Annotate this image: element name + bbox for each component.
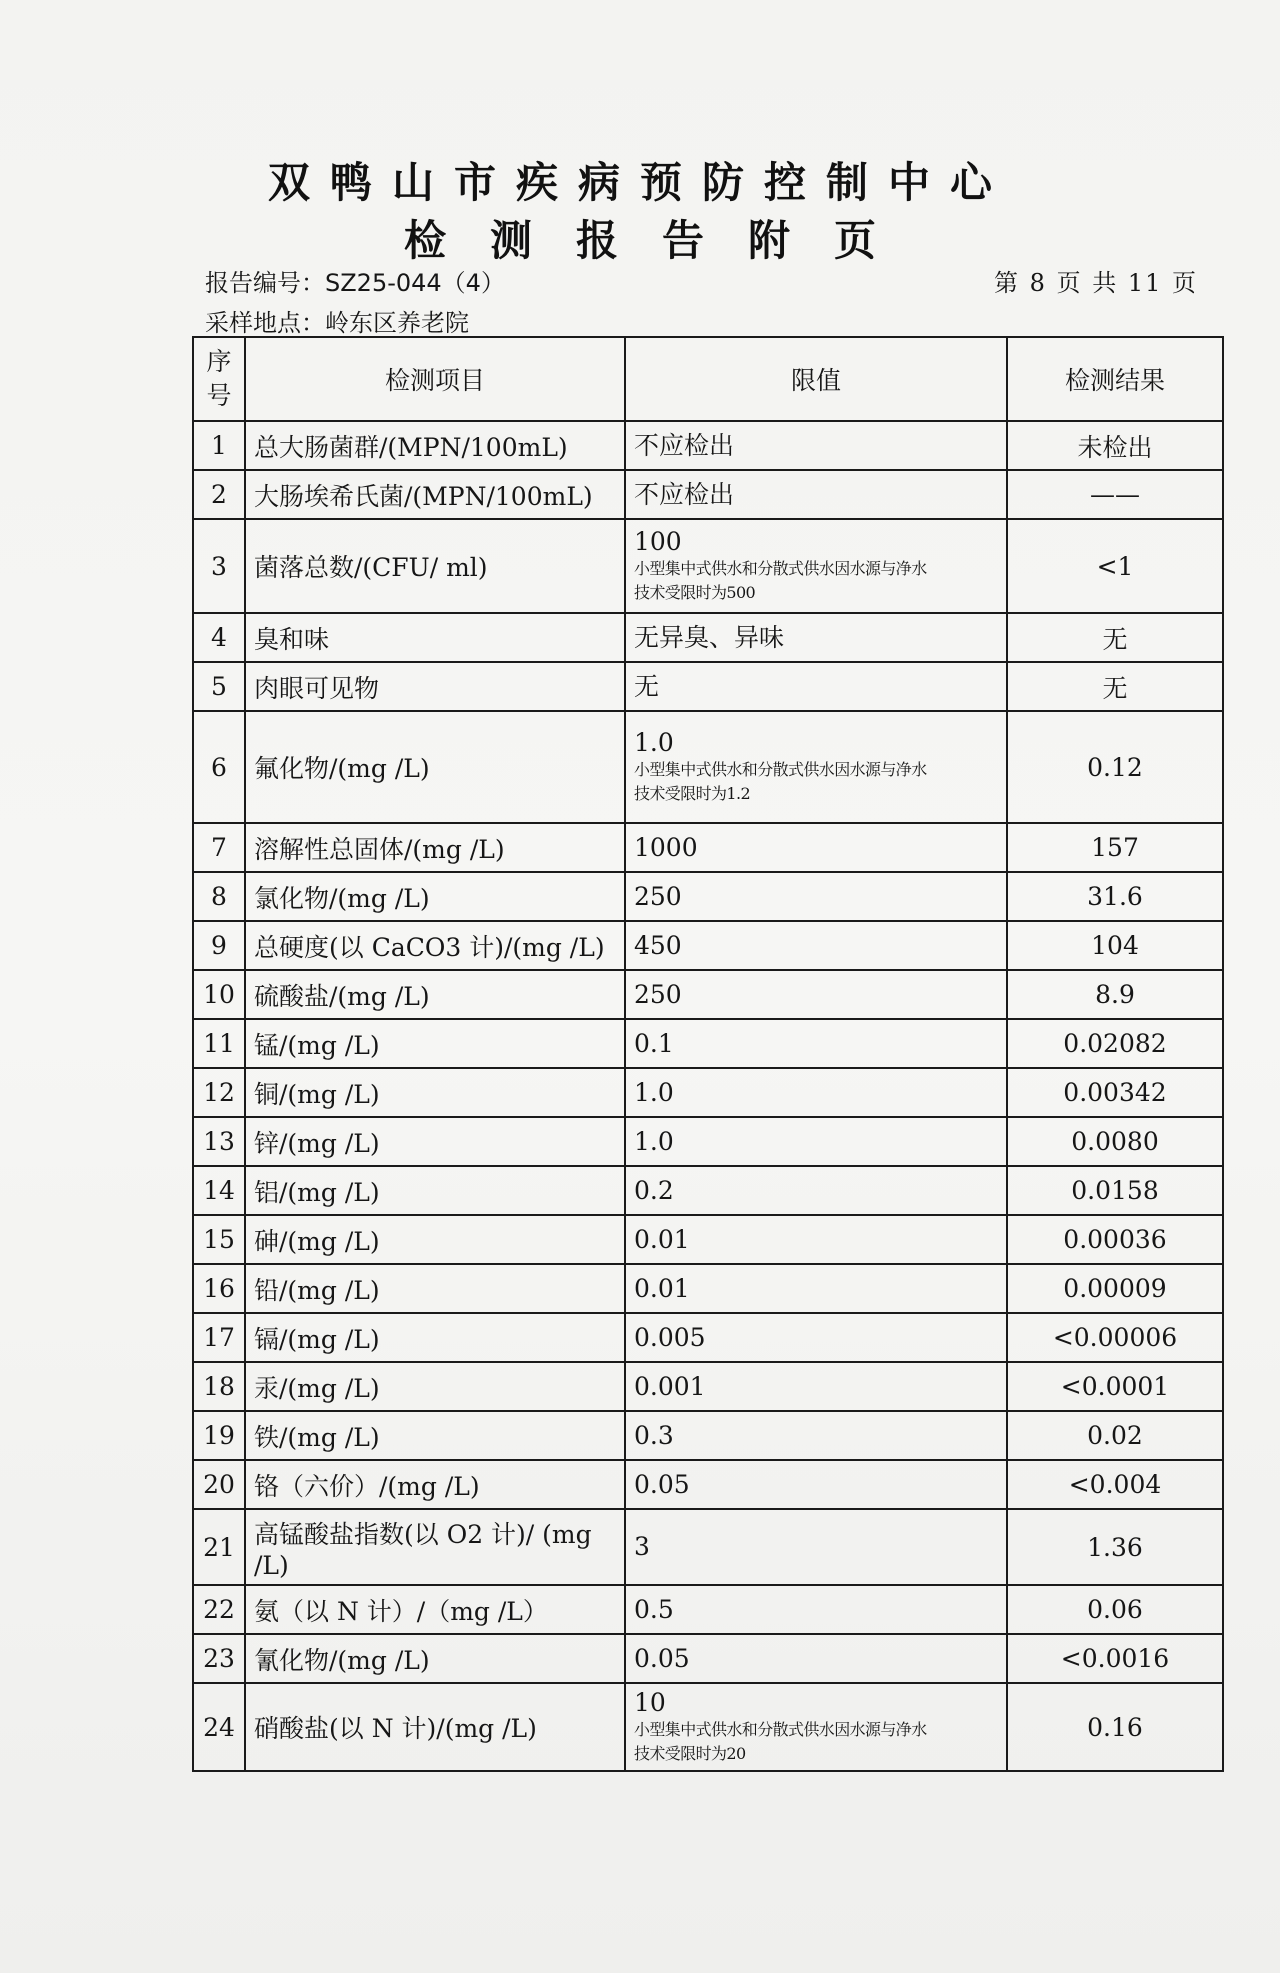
limit-value <box>625 872 1007 921</box>
limit-main: 无 <box>634 671 660 701</box>
limit-value <box>625 613 1007 662</box>
table-row <box>193 823 1223 872</box>
header-no: 序号 <box>193 337 245 421</box>
limit-main: 0.001 <box>634 1371 706 1401</box>
limit-main: 0.5 <box>634 1594 674 1624</box>
table-row <box>193 1362 1223 1411</box>
test-item: 溶解性总固体/(mg /L) <box>245 823 625 872</box>
table-row <box>193 1411 1223 1460</box>
test-item: 氟化物/(mg /L) <box>245 711 625 823</box>
row-number: 6 <box>193 711 245 823</box>
table-row <box>193 1019 1223 1068</box>
limit-main: 250 <box>634 881 682 911</box>
test-item: 氰化物/(mg /L) <box>245 1634 625 1683</box>
test-item: 铁/(mg /L) <box>245 1411 625 1460</box>
limit-main: 450 <box>634 930 682 960</box>
limit-main: 100 <box>634 527 682 556</box>
row-number: 24 <box>193 1683 245 1771</box>
test-item: 硫酸盐/(mg /L) <box>245 970 625 1019</box>
row-number: 23 <box>193 1634 245 1683</box>
limit-value <box>625 970 1007 1019</box>
row-number: 13 <box>193 1117 245 1166</box>
org-title: 双鸭山市疾病预防控制中心 <box>267 158 1012 207</box>
limit-value <box>625 1117 1007 1166</box>
test-result: 0.0158 <box>1007 1166 1223 1215</box>
limit-main: 1.0 <box>634 1077 674 1107</box>
limit-main: 1.0 <box>634 728 674 757</box>
test-result: 0.12 <box>1007 711 1223 823</box>
row-number: 7 <box>193 823 245 872</box>
row-number: 8 <box>193 872 245 921</box>
limit-note: 小型集中式供水和分散式供水因水源与净水 技术受限时为20 <box>634 1720 927 1763</box>
sampling-location: 采样地点：岭东区养老院 <box>205 309 469 337</box>
test-item: 氯化物/(mg /L) <box>245 872 625 921</box>
test-result: 0.02082 <box>1007 1019 1223 1068</box>
limit-value <box>625 921 1007 970</box>
test-item: 肉眼可见物 <box>245 662 625 711</box>
test-result: —— <box>1007 470 1223 519</box>
limit-main: 0.3 <box>634 1420 674 1450</box>
limit-main: 无异臭、异味 <box>634 622 785 652</box>
limit-value <box>625 1264 1007 1313</box>
test-item: 铅/(mg /L) <box>245 1264 625 1313</box>
limit-note: 小型集中式供水和分散式供水因水源与净水 技术受限时为500 <box>634 559 927 602</box>
limit-value <box>625 1313 1007 1362</box>
row-number: 15 <box>193 1215 245 1264</box>
limit-value <box>625 662 1007 711</box>
table-row <box>193 470 1223 519</box>
test-item: 硝酸盐(以 N 计)/(mg /L) <box>245 1683 625 1771</box>
row-number: 10 <box>193 970 245 1019</box>
table-row <box>193 1683 1223 1771</box>
row-number: 17 <box>193 1313 245 1362</box>
limit-main: 3 <box>634 1532 650 1561</box>
row-number: 14 <box>193 1166 245 1215</box>
test-result: 8.9 <box>1007 970 1223 1019</box>
test-item: 铜/(mg /L) <box>245 1068 625 1117</box>
test-result: <0.0001 <box>1007 1362 1223 1411</box>
header-item: 检测项目 <box>245 337 625 421</box>
limit-value <box>625 421 1007 470</box>
table-row <box>193 1215 1223 1264</box>
row-number: 21 <box>193 1509 245 1585</box>
test-item: 菌落总数/(CFU/ ml) <box>245 519 625 613</box>
test-item: 氨（以 N 计）/（mg /L） <box>245 1585 625 1634</box>
table-row <box>193 519 1223 613</box>
row-number: 3 <box>193 519 245 613</box>
test-result: 157 <box>1007 823 1223 872</box>
test-item: 总硬度(以 CaCO3 计)/(mg /L) <box>245 921 625 970</box>
limit-value <box>625 1683 1007 1771</box>
test-result: 0.00036 <box>1007 1215 1223 1264</box>
row-number: 4 <box>193 613 245 662</box>
limit-value <box>625 1215 1007 1264</box>
table-row <box>193 872 1223 921</box>
test-item: 高锰酸盐指数(以 O2 计)/ (mg /L) <box>245 1509 625 1585</box>
limit-value <box>625 470 1007 519</box>
table-row <box>193 1117 1223 1166</box>
table-row <box>193 1166 1223 1215</box>
table-row <box>193 1585 1223 1634</box>
limit-main: 10 <box>634 1688 666 1717</box>
table-row <box>193 1634 1223 1683</box>
results-table <box>192 336 1224 1772</box>
limit-main: 250 <box>634 979 682 1009</box>
page-number: 第 8 页 共 11 页 <box>994 269 1198 297</box>
row-number: 9 <box>193 921 245 970</box>
test-item: 汞/(mg /L) <box>245 1362 625 1411</box>
test-result: <0.0016 <box>1007 1634 1223 1683</box>
row-number: 16 <box>193 1264 245 1313</box>
test-item: 铬（六价）/(mg /L) <box>245 1460 625 1509</box>
table-row <box>193 1264 1223 1313</box>
row-number: 2 <box>193 470 245 519</box>
limit-value <box>625 1585 1007 1634</box>
limit-value <box>625 519 1007 613</box>
limit-main: 0.01 <box>634 1224 690 1254</box>
test-item: 锌/(mg /L) <box>245 1117 625 1166</box>
limit-value <box>625 1166 1007 1215</box>
limit-main: 0.05 <box>634 1469 690 1499</box>
test-result: 1.36 <box>1007 1509 1223 1585</box>
table-header-row <box>193 337 1223 421</box>
row-number: 11 <box>193 1019 245 1068</box>
limit-main: 0.005 <box>634 1322 706 1352</box>
test-result: 0.06 <box>1007 1585 1223 1634</box>
test-result: 0.0080 <box>1007 1117 1223 1166</box>
test-result: 无 <box>1007 613 1223 662</box>
test-item: 镉/(mg /L) <box>245 1313 625 1362</box>
limit-value <box>625 1634 1007 1683</box>
table-row <box>193 421 1223 470</box>
row-number: 22 <box>193 1585 245 1634</box>
row-number: 1 <box>193 421 245 470</box>
limit-value <box>625 1362 1007 1411</box>
test-item: 铝/(mg /L) <box>245 1166 625 1215</box>
test-result: 无 <box>1007 662 1223 711</box>
test-result: <0.00006 <box>1007 1313 1223 1362</box>
table-row <box>193 613 1223 662</box>
test-result: 0.00342 <box>1007 1068 1223 1117</box>
table-row <box>193 711 1223 823</box>
test-result: <1 <box>1007 519 1223 613</box>
table-row <box>193 662 1223 711</box>
limit-value <box>625 711 1007 823</box>
limit-value <box>625 823 1007 872</box>
limit-value <box>625 1068 1007 1117</box>
test-item: 大肠埃希氏菌/(MPN/100mL) <box>245 470 625 519</box>
test-result: 104 <box>1007 921 1223 970</box>
limit-main: 0.2 <box>634 1175 674 1205</box>
table-body <box>193 421 1223 1771</box>
test-item: 总大肠菌群/(MPN/100mL) <box>245 421 625 470</box>
header-result: 检测结果 <box>1007 337 1223 421</box>
row-number: 18 <box>193 1362 245 1411</box>
limit-note: 小型集中式供水和分散式供水因水源与净水 技术受限时为1.2 <box>634 760 927 803</box>
report-number: 报告编号：SZ25-044（4） <box>205 269 505 297</box>
limit-main: 0.05 <box>634 1643 690 1673</box>
table-row <box>193 970 1223 1019</box>
test-result: 0.16 <box>1007 1683 1223 1771</box>
limit-main: 1000 <box>634 832 698 862</box>
limit-main: 0.01 <box>634 1273 690 1303</box>
table-row <box>193 1068 1223 1117</box>
limit-main: 不应检出 <box>634 430 735 460</box>
table-row <box>193 1460 1223 1509</box>
table-row <box>193 1509 1223 1585</box>
header-limit: 限值 <box>625 337 1007 421</box>
row-number: 19 <box>193 1411 245 1460</box>
table-row <box>193 1313 1223 1362</box>
row-number: 20 <box>193 1460 245 1509</box>
limit-value <box>625 1509 1007 1585</box>
test-item: 锰/(mg /L) <box>245 1019 625 1068</box>
table-row <box>193 921 1223 970</box>
test-result: 0.02 <box>1007 1411 1223 1460</box>
test-item: 砷/(mg /L) <box>245 1215 625 1264</box>
test-result: 0.00009 <box>1007 1264 1223 1313</box>
limit-value <box>625 1019 1007 1068</box>
limit-value <box>625 1411 1007 1460</box>
test-item: 臭和味 <box>245 613 625 662</box>
test-result: <0.004 <box>1007 1460 1223 1509</box>
limit-value <box>625 1460 1007 1509</box>
page-title: 检测报告附页 <box>403 216 920 265</box>
limit-main: 不应检出 <box>634 479 735 509</box>
test-result: 未检出 <box>1007 421 1223 470</box>
row-number: 5 <box>193 662 245 711</box>
limit-main: 0.1 <box>634 1028 674 1058</box>
row-number: 12 <box>193 1068 245 1117</box>
test-result: 31.6 <box>1007 872 1223 921</box>
limit-main: 1.0 <box>634 1126 674 1156</box>
